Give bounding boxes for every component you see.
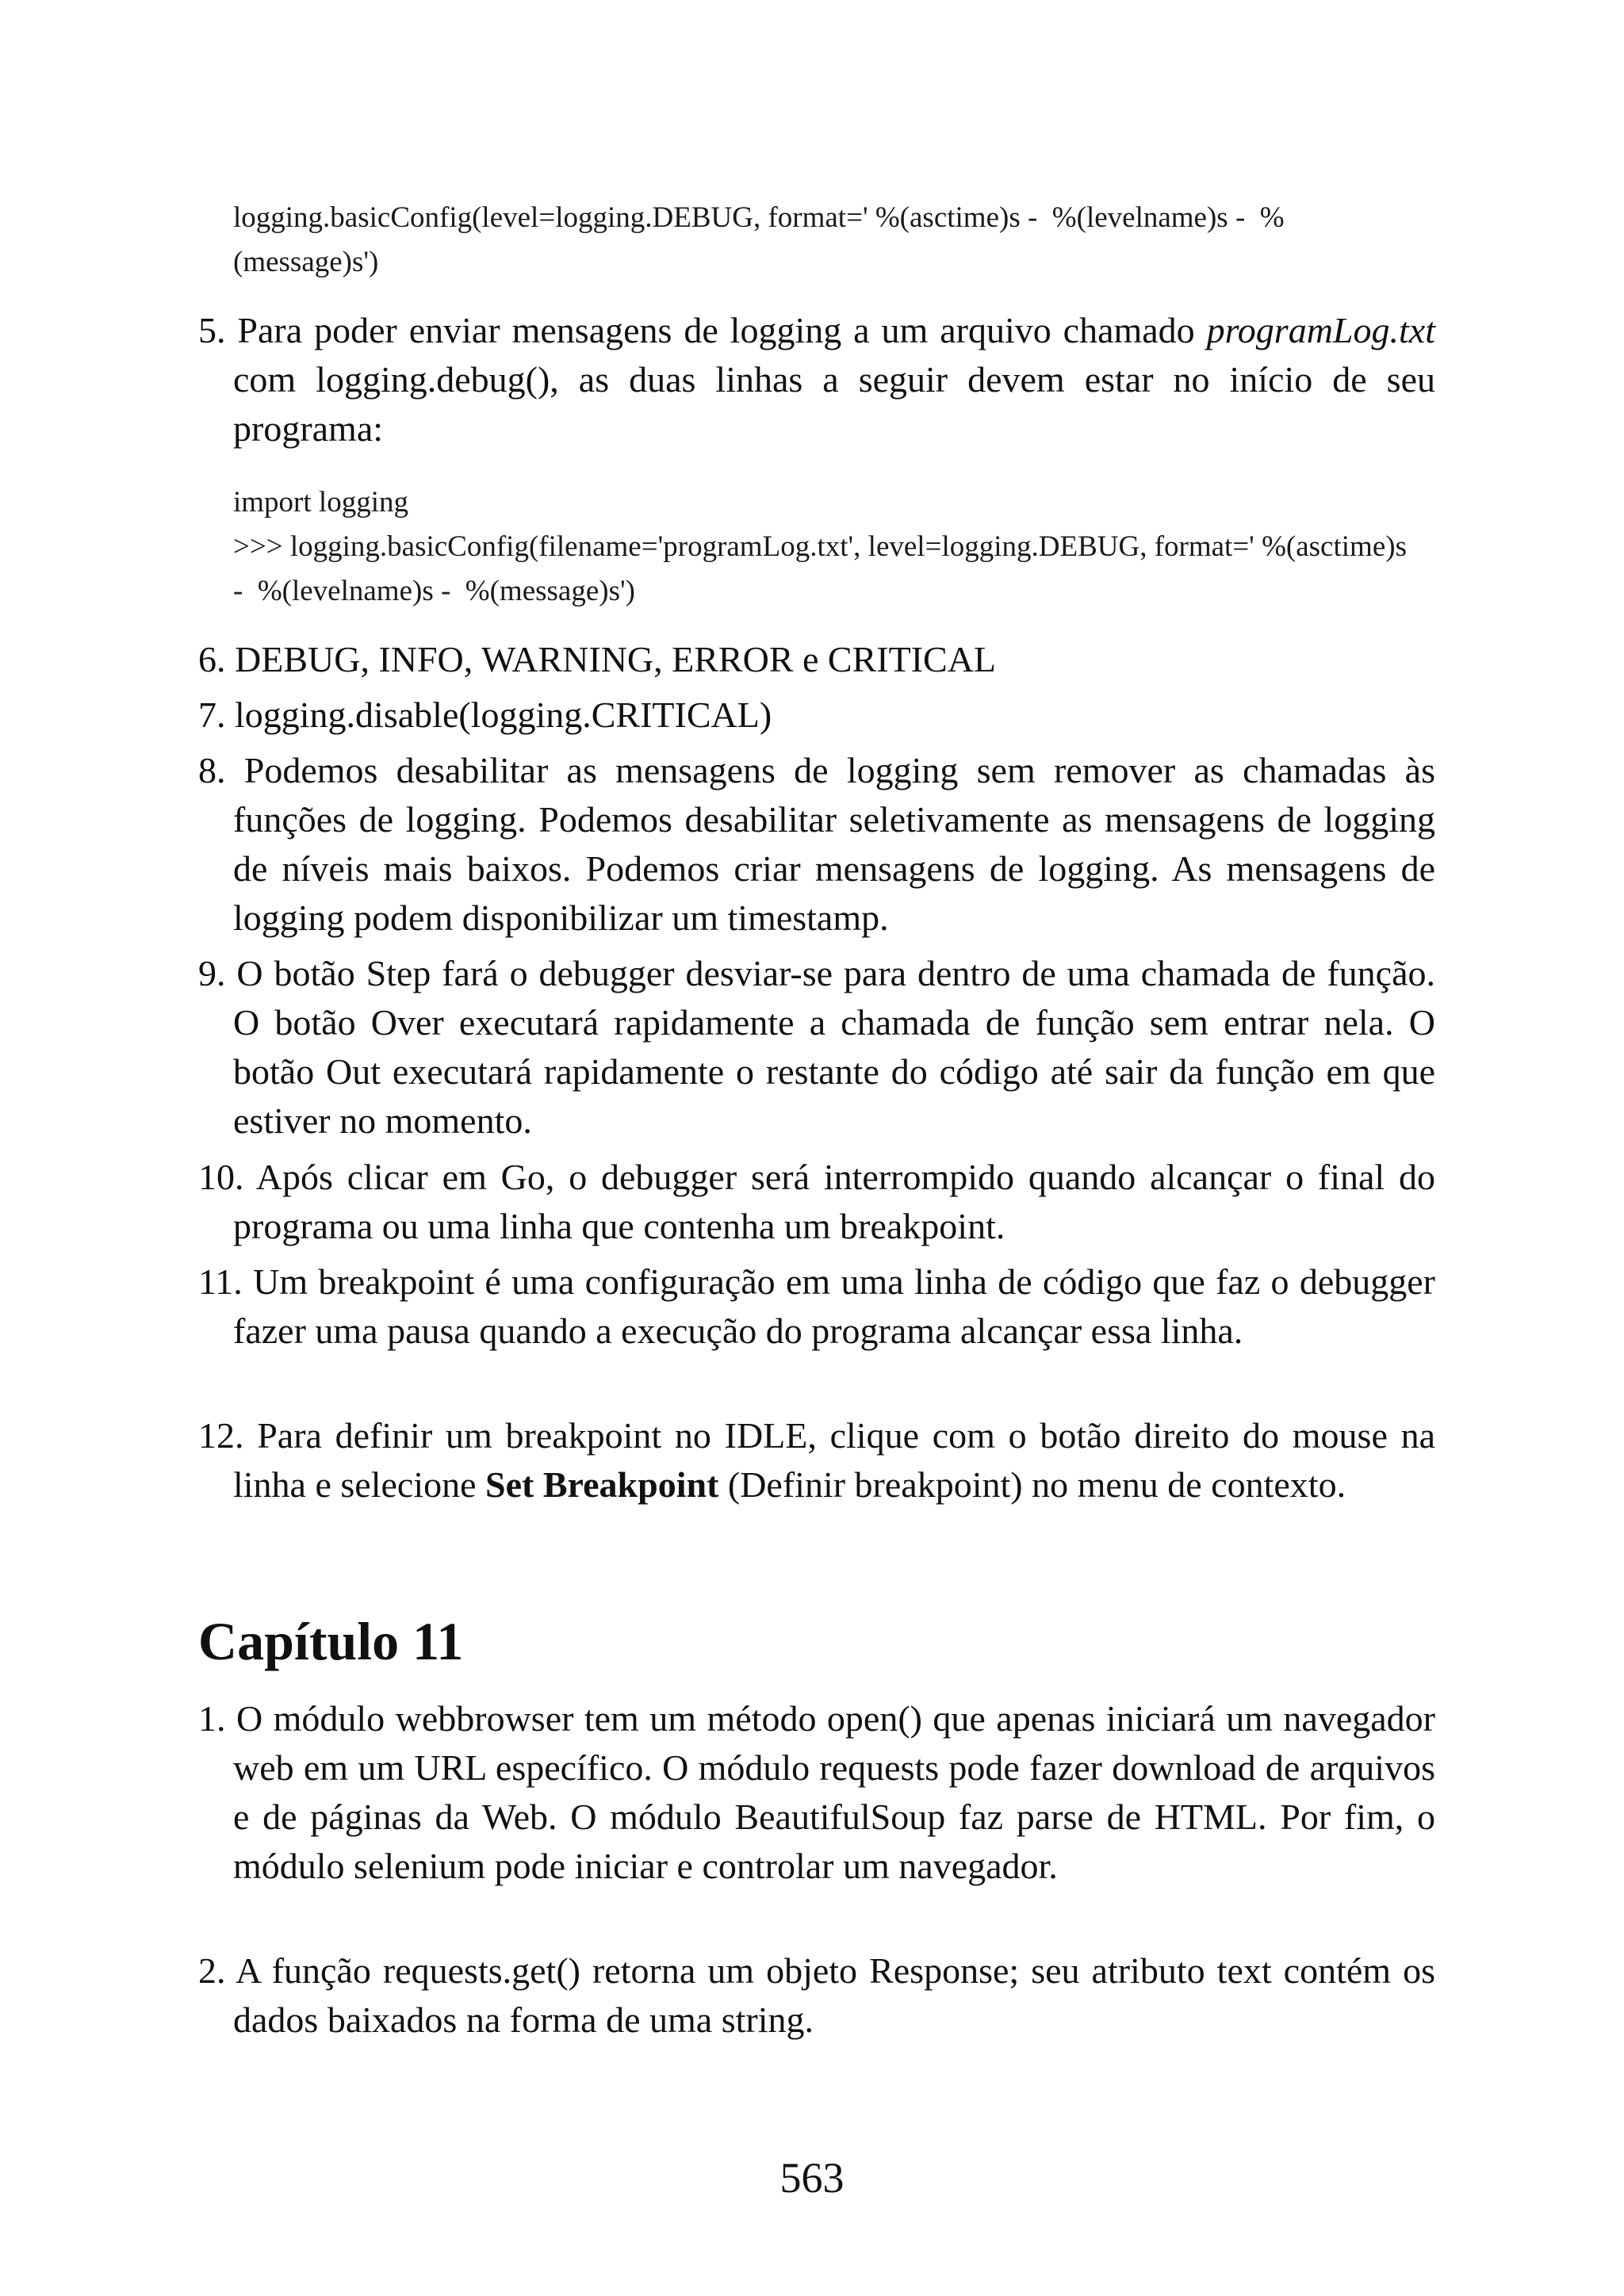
- answer-item-8: [198, 746, 1435, 943]
- code-line: (message)s'): [233, 246, 379, 278]
- code-block-file-logging: [233, 480, 1438, 614]
- chapter-heading: Capítulo 11: [198, 1611, 464, 1671]
- answer-item-11: [198, 1257, 1435, 1356]
- item-text: com logging.debug(), as duas linhas a seguir devem estar no início de seu programa:: [233, 359, 1435, 449]
- item-text: Após clicar em Go, o debugger será interrompido quando alcançar o final do programa ou uma linha que contenha um breakpoint.: [233, 1157, 1435, 1246]
- item-number: 7.: [198, 695, 226, 735]
- item-text: O botão Step fará o debugger desviar-se para dentro de uma chamada de função. O botão Over executará rapidamente a chamada de função sem entrar nela. O botão Out executará rapidamente o restante do código até sair da função em que estiver no momento.: [233, 953, 1436, 1141]
- item-number: 9.: [198, 953, 226, 993]
- answer-item-6: [198, 635, 1435, 684]
- item-text: logging.disable(logging.CRITICAL): [235, 695, 772, 735]
- item-text: (Definir breakpoint) no menu de contexto.: [718, 1464, 1346, 1505]
- code-block-basic-config: [233, 196, 1438, 285]
- chapter-11-answer-item-2: [198, 1946, 1435, 2045]
- page-number: 563: [779, 2154, 845, 2202]
- code-line: logging.basicConfig(level=logging.DEBUG, format=' %(asctime)s - %(levelname)s - %: [233, 201, 1285, 234]
- item-text: Podemos desabilitar as mensagens de logging sem remover as chamadas às funções de logging. Podemos desabilitar seletivamente as mensagens de logging de níveis mais baixos. Podemos criar mensagens de logging. As mensagens de logging podem disponibilizar um timestamp.: [233, 750, 1435, 938]
- chapter-11-answer-item-1: [198, 1694, 1435, 1891]
- item-text: A função requests.get() retorna um objeto Response; seu atributo text contém os dados baixados na forma de uma string.: [233, 1950, 1435, 2040]
- item-bold-menu-option: Set Breakpoint: [485, 1464, 719, 1505]
- answer-item-7: [198, 691, 1435, 740]
- item-number: 12.: [198, 1415, 244, 1456]
- item-number: 1.: [198, 1698, 226, 1739]
- answer-item-5: [198, 306, 1435, 453]
- code-line: - %(levelname)s - %(message)s'): [233, 575, 635, 607]
- code-line: >>> logging.basicConfig(filename='programLog.txt', level=logging.DEBUG, format=' %(asctime)s: [233, 530, 1407, 563]
- item-number: 5.: [198, 310, 226, 350]
- code-line: import logging: [233, 486, 408, 519]
- item-number: 10.: [198, 1157, 244, 1197]
- item-number: 8.: [198, 750, 226, 790]
- item-text: Um breakpoint é uma configuração em uma linha de código que faz o debugger fazer uma pausa quando a execução do programa alcançar essa linha.: [233, 1261, 1436, 1351]
- item-text: DEBUG, INFO, WARNING, ERROR e CRITICAL: [235, 639, 997, 679]
- answer-item-12: [198, 1411, 1435, 1510]
- item-italic-filename: programLog.txt: [1206, 310, 1435, 350]
- item-text: Para definir um breakpoint no IDLE, clique com o botão direito do mouse na linha e selecione: [233, 1415, 1435, 1505]
- item-number: 6.: [198, 639, 226, 679]
- item-text: O módulo webbrowser tem um método open() que apenas iniciará um navegador web em um URL específico. O módulo requests pode fazer download de arquivos e de páginas da Web. O módulo BeautifulSoup faz parse de HTML. Por fim, o módulo selenium pode iniciar e controlar um navegador.: [233, 1698, 1436, 1886]
- answer-item-9: [198, 949, 1435, 1146]
- answer-item-10: [198, 1153, 1435, 1251]
- item-number: 2.: [198, 1950, 226, 1991]
- item-number: 11.: [198, 1261, 243, 1302]
- item-text: Para poder enviar mensagens de logging a um arquivo chamado: [237, 310, 1195, 350]
